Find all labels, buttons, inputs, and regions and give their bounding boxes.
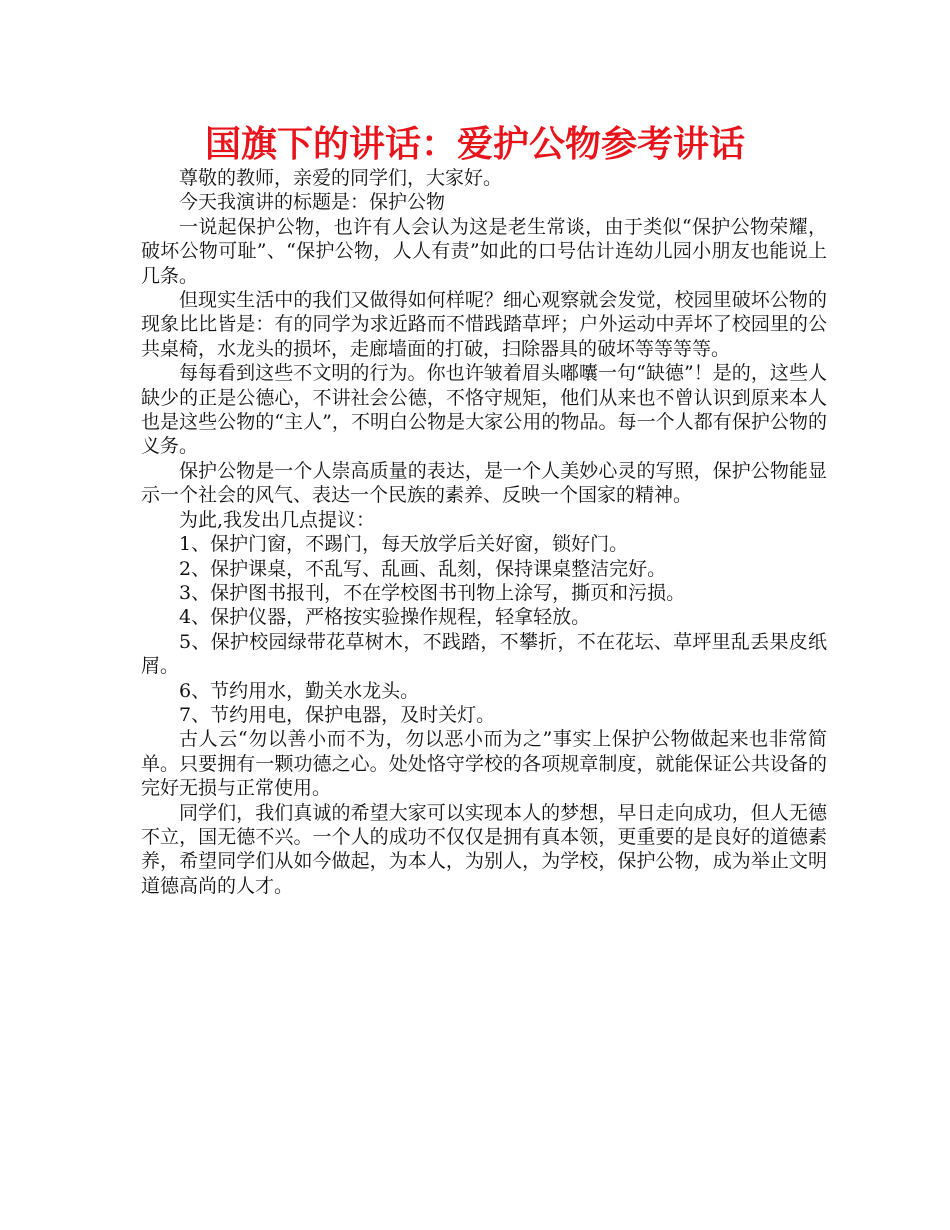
paragraph-greeting: 尊敬的教师，亲爱的同学们，大家好。 — [179, 167, 503, 189]
paragraph: 古人云“勿以善小而不为，勿以恶小而为之”事实上保护公物做起来也非常简单。只要拥有一颗功德之心。处处恪守学校的各项规章制度，就能保证公共设备的完好无损与正常使用。 — [141, 728, 827, 800]
proposal-item: 5、保护校园绿带花草树木，不践踏，不攀折，不在花坛、草坪里乱丢果皮纸屑。 — [141, 630, 827, 678]
paragraph: 但现实生活中的我们又做得如何样呢？细心观察就会发觉，校园里破坏公物的现象比比皆是：有的同学为求近路而不惜践踏草坪；户外运动中弄坏了校园里的公共桌椅，水龙头的损坏，走廊墙面的打破，扫除器具的破坏等等等等。 — [141, 289, 827, 360]
proposal-item: 7、节约用电，保护电器，及时关灯。 — [179, 703, 496, 726]
proposal-item: 4、保护仪器，严格按实验操作规程，轻拿轻放。 — [179, 606, 591, 629]
paragraph: 每每看到这些不文明的行为。你也许皱着眉头嘟囔一句“缺德”！是的，这些人缺少的正是公德心，不讲社会公德，不恪守规矩，他们从来也不曾认识到原来本人也是这些公物的“主人”，不明白公物是大家公用的物品。每一个人都有保护公物的义务。 — [141, 362, 827, 458]
paragraph-proposal-intro: 为此,我发出几点提议： — [179, 508, 376, 531]
paragraph: 保护公物是一个人崇高质量的表达，是一个人美妙心灵的写照，保护公物能显示一个社会的风气、表达一个民族的素养、反映一个国家的精神。 — [141, 459, 827, 507]
paragraph-topic: 今天我演讲的标题是：保护公物 — [179, 191, 446, 214]
proposal-item: 2、保护课桌，不乱写、乱画、乱刻，保持课桌整洁完好。 — [179, 557, 667, 580]
paragraph-closing: 同学们，我们真诚的希望大家可以实现本人的梦想，早日走向成功，但人无德不立，国无德不兴。一个人的成功不仅仅是拥有真本领，更重要的是良好的道德素养，希望同学们从如今做起，为本人，为别人，为学校，保护公物，成为举止文明道德高尚的人才。 — [141, 801, 827, 897]
document-title: 国旗下的讲话：爱护公物参考讲话 — [204, 124, 745, 165]
proposal-item: 3、保护图书报刊，不在学校图书刊物上涂写，撕页和污损。 — [179, 581, 686, 604]
paragraph: 一说起保护公物，也许有人会认为这是老生常谈，由于类似“保护公物荣耀，破坏公物可耻”、“保护公物，人人有责”如此的口号估计连幼儿园小朋友也能说上几条。 — [141, 215, 827, 287]
proposal-item: 6、节约用水，勤关水龙头。 — [179, 679, 420, 702]
proposal-item: 1、保护门窗，不踢门，每天放学后关好窗，锁好门。 — [179, 533, 629, 556]
document-body — [141, 166, 827, 898]
